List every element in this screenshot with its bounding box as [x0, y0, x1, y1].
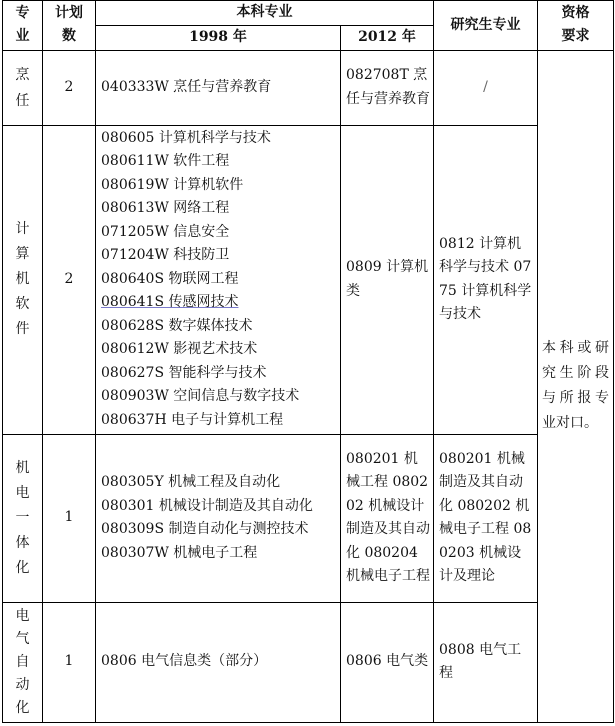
qualification-text: 本科或研究生阶段与所报专业对口。 [542, 340, 609, 431]
recruitment-plan-table [2, 0, 614, 723]
graduate-cell [434, 434, 538, 602]
graduate-cell [434, 602, 538, 722]
list-1998 [96, 125, 341, 434]
list-item: 040333W 烹任与营养教育 [101, 78, 272, 95]
list-item: 071204W 科技防卫 [101, 247, 230, 264]
list-item: 071205W 信息安全 [101, 223, 230, 240]
major-cell [3, 125, 43, 434]
plan-count: 2 [43, 50, 96, 125]
list-item: 080301 机械设计制造及其自动化 [101, 497, 313, 514]
major-cell [3, 434, 43, 602]
list-item: 080613W 网络工程 [101, 200, 230, 217]
header-2012: 2012 年 [341, 26, 434, 51]
header-plan-count [43, 1, 96, 51]
header-graduate: 研究生专业 [434, 1, 538, 51]
major-cell [3, 602, 43, 722]
table-row [3, 125, 614, 434]
list-2012-text: 082708T 烹任与营养教育 [346, 67, 430, 107]
list-item: 080641S 传感网技术 [101, 294, 239, 311]
major-name: 烹任 [15, 66, 30, 109]
list-item: 0806 电气信息类（部分） [101, 653, 268, 670]
table-row [3, 50, 614, 125]
major-cell [3, 50, 43, 125]
qualification-cell [538, 50, 614, 722]
list-item: 080305Y 机械工程及自动化 [101, 474, 281, 490]
list-1998 [96, 602, 341, 722]
list-item: 080640S 物联网工程 [101, 270, 239, 287]
list-item: 080637H 电子与计算机工程 [101, 411, 284, 428]
graduate-text: 080201 机械制造及其自动化 080202 机械电子工程 080203 机械设计及理论 [439, 450, 532, 584]
list-2012 [341, 602, 434, 722]
list-2012-text: 080201 机械工程 080202 机械设计制造及其自动化 080204 机械电子工程 [346, 450, 430, 584]
plan-count: 1 [43, 602, 96, 722]
list-item: 080619W 计算机软件 [101, 176, 244, 193]
header-plan-count-text: 计划数 [55, 5, 83, 45]
plan-count: 1 [43, 434, 96, 602]
list-1998 [96, 434, 341, 602]
list-item: 080309S 制造自动化与测控技术 [101, 521, 309, 537]
list-item: 080611W 软件工程 [101, 153, 230, 170]
list-2012 [341, 125, 434, 434]
graduate-text: 0812 计算机科学与技术 0775 计算机科学与技术 [439, 235, 532, 322]
list-item: 080612W 影视艺术技术 [101, 341, 258, 358]
list-2012-text: 0809 计算机类 [346, 259, 429, 299]
list-item: 080627S 智能科学与技术 [101, 364, 267, 381]
graduate-cell: / [434, 50, 538, 125]
list-2012-text: 0806 电气类 [346, 653, 429, 670]
header-1998: 1998 年 [96, 26, 341, 51]
major-name: 计算机软件 [15, 221, 30, 337]
list-2012 [341, 50, 434, 125]
list-item: 080628S 数字媒体技术 [101, 317, 253, 334]
list-item: 080605 计算机科学与技术 [101, 129, 271, 146]
list-item: 080903W 空间信息与数字技术 [101, 388, 300, 405]
list-2012 [341, 434, 434, 602]
header-major-text: 专业 [15, 5, 30, 45]
header-qualification [538, 1, 614, 51]
header-qualification-text: 资格要求 [561, 5, 590, 45]
table-row [3, 602, 614, 722]
header-major [3, 1, 43, 51]
list-item: 080307W 机械电子工程 [101, 544, 258, 561]
graduate-cell [434, 125, 538, 434]
major-name: 电气自动化 [15, 607, 30, 716]
plan-count: 2 [43, 125, 96, 434]
list-1998 [96, 50, 341, 125]
graduate-text: 0808 电气工程 [439, 641, 522, 681]
table-row [3, 434, 614, 602]
major-name: 机电一体化 [15, 459, 30, 576]
header-undergrad: 本科专业 [96, 1, 434, 26]
